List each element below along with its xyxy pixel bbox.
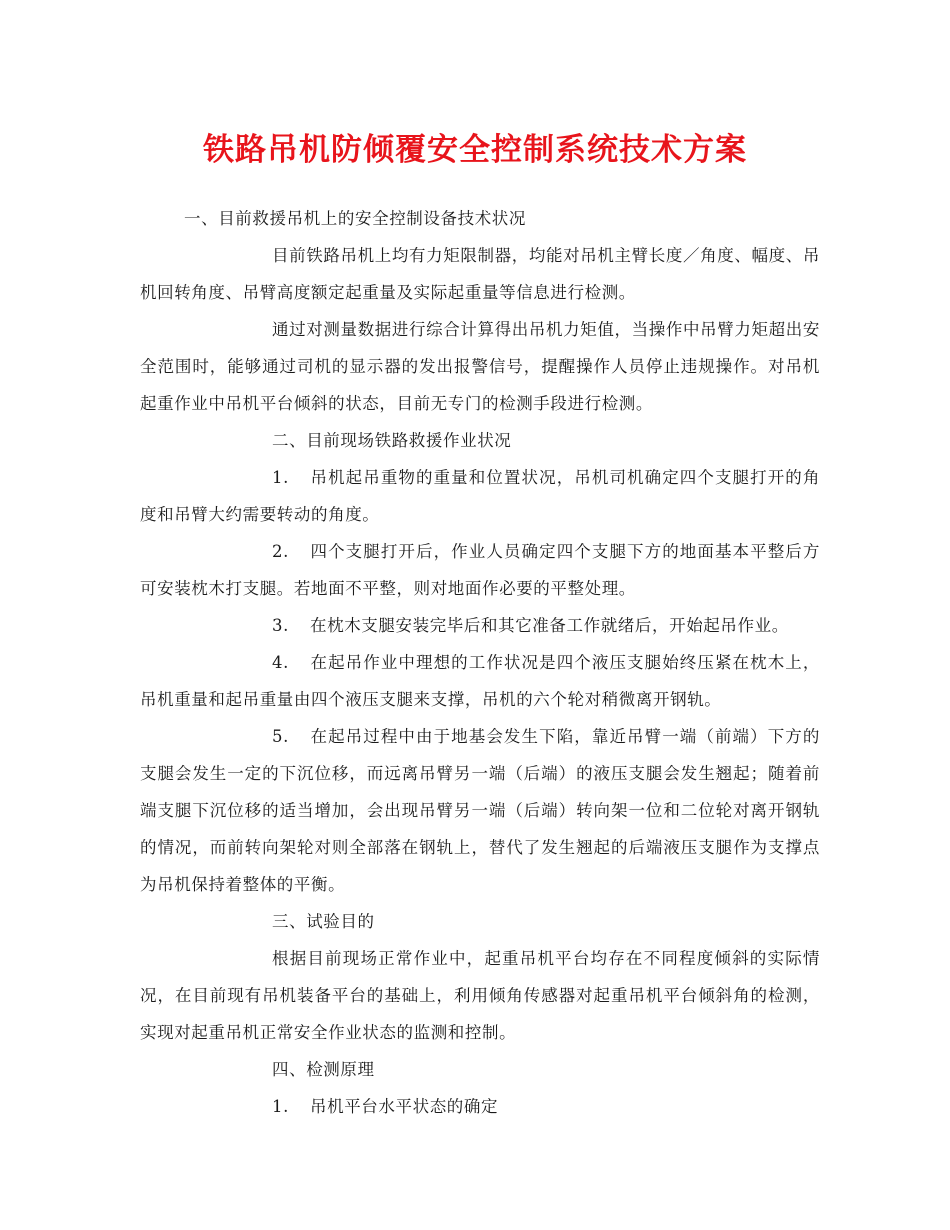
list-item-text: 在起吊作业中理想的工作状况是四个液压支腿始终压紧在枕木上，吊机重量和起吊重量由四个液压支腿来支撑，吊机的六个轮对稍微离开钢轨。 (140, 653, 820, 709)
list-item (140, 644, 820, 718)
list-item-text: 在起吊过程中由于地基会发生下陷，靠近吊臂一端（前端）下方的支腿会发生一定的下沉位移，而远离吊臂另一端（后端）的液压支腿会发生翘起；随着前端支腿下沉位移的适当增加，会出现吊臂另一端（后端）转向架一位和二位轮对离开钢轨的情况，而前转向架轮对则全部落在钢轨上，替代了发生翘起的后端液压支腿作为支撑点为吊机保持着整体的平衡。 (140, 727, 820, 894)
list-item-text: 吊机平台水平状态的确定 (310, 1097, 499, 1116)
paragraph: 根据目前现场正常作业中，起重吊机平台均存在不同程度倾斜的实际情况，在目前现有吊机装备平台的基础上，利用倾角传感器对起重吊机平台倾斜角的检测，实现对起重吊机正常安全作业状态的监测和控制。 (140, 949, 820, 1042)
document-body (140, 200, 820, 1125)
list-number: 5. (272, 727, 289, 746)
list-item (140, 718, 820, 903)
list-item (140, 533, 820, 607)
list-item (140, 1088, 820, 1125)
section-heading-2: 二、目前现场铁路救援作业状况 (272, 431, 512, 450)
section-heading-1: 一、目前救援吊机上的安全控制设备技术状况 (184, 209, 526, 228)
section-heading-3: 三、试验目的 (272, 912, 375, 931)
paragraph: 通过对测量数据进行综合计算得出吊机力矩值，当操作中吊臂力矩超出安全范围时，能够通过司机的显示器的发出报警信号，提醒操作人员停止违规操作。对吊机起重作业中吊机平台倾斜的状态，目前无专门的检测手段进行检测。 (140, 320, 820, 413)
paragraph: 目前铁路吊机上均有力矩限制器，均能对吊机主臂长度／角度、幅度、吊机回转角度、吊臂高度额定起重量及实际起重量等信息进行检测。 (140, 246, 820, 302)
list-number: 4. (272, 653, 289, 672)
list-number: 3. (272, 616, 289, 635)
list-item-text: 四个支腿打开后，作业人员确定四个支腿下方的地面基本平整后方可安装枕木打支腿。若地面不平整，则对地面作必要的平整处理。 (140, 542, 820, 598)
list-number: 1. (272, 468, 289, 487)
list-number: 1. (272, 1097, 289, 1116)
list-number: 2. (272, 542, 289, 561)
section-heading-4: 四、检测原理 (272, 1060, 375, 1079)
list-item (140, 607, 820, 644)
document-title: 铁路吊机防倾覆安全控制系统技术方案 (203, 132, 747, 168)
list-item-text: 在枕木支腿安装完毕后和其它准备工作就绪后，开始起吊作业。 (310, 616, 789, 635)
list-item (140, 459, 820, 533)
list-item-text: 吊机起吊重物的重量和位置状况，吊机司机确定四个支腿打开的角度和吊臂大约需要转动的角度。 (140, 468, 820, 524)
